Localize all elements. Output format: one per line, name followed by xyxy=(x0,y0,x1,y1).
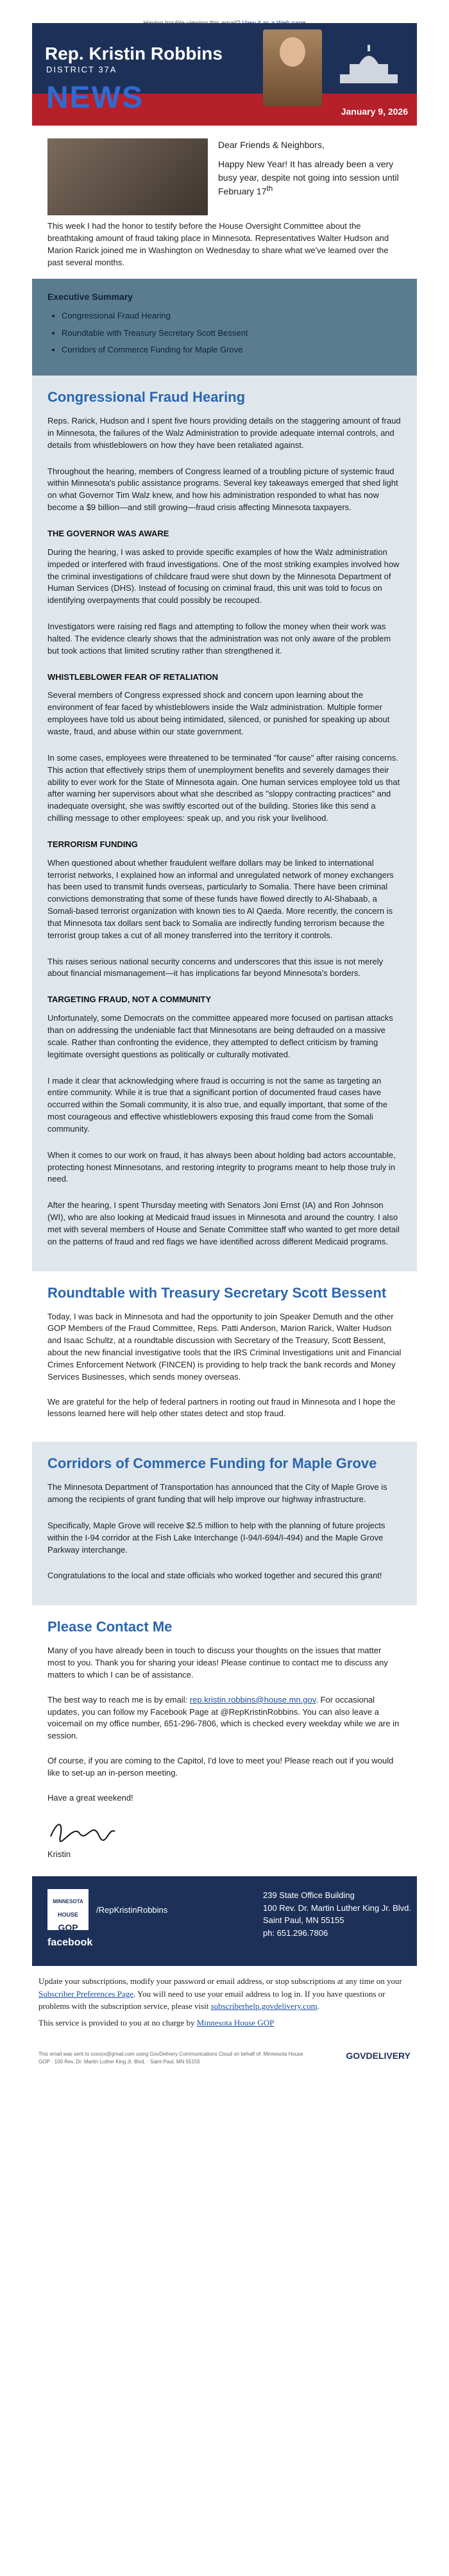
subscriber-help-link[interactable]: subscriberhelp.govdelivery.com xyxy=(210,2001,318,2011)
intro-line: Happy New Year! It has already been a very busy year, despite not going into session until February 17th xyxy=(218,159,399,197)
subheading: TERRORISM FUNDING xyxy=(47,839,138,849)
preheader xyxy=(0,0,449,23)
paragraph: Specifically, Maple Grove will receive $2.5 million to help with the planning of future projects within the I-94 corridor at the Fish Lake Interchange (I-94/I-694/I-494) and the Maple Grove Parkway interchange. xyxy=(47,1520,385,1555)
summary-item[interactable]: • Corridors of Commerce Funding for Maple Grove xyxy=(62,344,402,356)
paragraph: Today, I was back in Minnesota and had the opportunity to join Speaker Demuth and the other GOP Members of the Fraud Committee, Reps. Patti Anderson, Marion Rarick, Walter Hudson and Isaac Schultz, at a roundtable discussion with Secretary of the Treasury, Scott Bessent, about the new financial investigative tools that the IRS Criminal Investigations unit and Financial Crimes Enforcement Network (FINCEN) is providing to help track the bank records and Money Services Businesses, which sends money overseas. xyxy=(47,1311,402,1382)
contact-section xyxy=(32,1605,417,1870)
footer-banner xyxy=(32,1876,417,1966)
legal-footer xyxy=(32,2044,417,2072)
section-title: Congressional Fraud Hearing xyxy=(47,389,246,406)
subscription-footer xyxy=(32,1966,417,2038)
house-gop-logo[interactable]: MINNESOTA HOUSE GOP xyxy=(47,1889,89,1930)
subscription-text: Update your subscriptions, modify your password or email address, or stop subscriptions at any time on your Subscriber Preferences Page. You will need to use your email address to log in. If you have questions or problems with the subscription service, please visit subscriberhelp.govdelivery.com. xyxy=(38,1976,402,2011)
paragraph: We are grateful for the help of federal partners in rooting out fraud in Minnesota and I hope the lessons learned here will help other states detect and stop fraud. xyxy=(47,1396,396,1419)
paragraph: Throughout the hearing, members of Congress learned of a troubling picture of systemic fraud within Minnesota's public assistance programs. Several key takeaways emerged that shed light on what Governor Tim Walz knew, and how his administration responded to what has now become a $9 billion—and still growing—fraud crisis affecting Minnesota taxpayers. xyxy=(47,466,398,513)
signature-name: Kristin xyxy=(47,1849,71,1860)
email-link[interactable]: rep.kristin.robbins@house.mn.gov xyxy=(189,1694,316,1705)
govdelivery-logo[interactable]: GOVDELIVERY xyxy=(346,2051,411,2061)
banner-district: DISTRICT 37A xyxy=(46,65,117,74)
house-gop-link[interactable]: Minnesota House GOP xyxy=(196,2017,275,2027)
paragraph: Investigators were raising red flags and attempting to follow the money when their work was halted. The evidence clearly shows that the administration was not only aware of the problem but took actions that limited scrutiny rather than strengthened it. xyxy=(47,622,391,656)
paragraph: I made it clear that acknowledging where fraud is occurring is not the same as targeting an entire community. While it is true that a significant portion of documented fraud cases have occurred within the Somali community, it is also true, and equally important, that some of the most courageous and effective whistleblowers exposing this fraud come from the Somali community. xyxy=(47,1075,388,1134)
subscriber-preferences-link[interactable]: Subscriber Preferences Page xyxy=(38,1988,133,1999)
closing: Have a great weekend! xyxy=(47,1792,133,1803)
paragraph: Reps. Rarick, Hudson and I spent five hours providing details on the staggering amount of fraud in Minnesota, the failures of the Walz Administration to provide adequate internal controls, and details from whistleblowers on how they have been retaliated against. xyxy=(47,416,401,450)
paragraph: Several members of Congress expressed shock and concern upon learning about the environment of fear faced by whistleblowers inside the Walz administration. Multiple former employees have told us about being intimidated, silenced, or punished for speaking up about waste, fraud, and abuse within our state government. xyxy=(47,690,390,736)
paragraph: This raises serious national security concerns and underscores that this issue is not merely about financial mismanagement—it has implications far beyond Minnesota's borders. xyxy=(47,956,384,978)
paragraph: Many of you have already been in touch to discuss your thoughts on the issues that matter most to you. Thank you for sharing your ideas! Please continue to contact me to discuss any matters to which I can be of assistance. xyxy=(47,1646,388,1680)
hearing-section xyxy=(32,376,417,1271)
facebook-icon[interactable]: facebook xyxy=(47,1937,93,1949)
paragraph: Unfortunately, some Democrats on the committee appeared more focused on partisan attacks than on addressing the undeniable fact that Minnesotans are being defrauded on a massive scale. Rather than confronting the evidence, they attempted to deflect criticism by framing legitimate oversight questions as politically or culturally motivated. xyxy=(47,1013,393,1059)
service-text: This service is provided to you at no charge by Minnesota House GOP xyxy=(38,2017,275,2027)
subheading: THE GOVERNOR WAS AWARE xyxy=(47,529,169,538)
facebook-handle-link[interactable]: /RepKristinRobbins xyxy=(96,1905,168,1915)
capitol-icon xyxy=(334,42,404,87)
subheading: WHISTLEBLOWER FEAR OF RETALIATION xyxy=(47,672,218,682)
paragraph: When it comes to our work on fraud, it has always been about holding bad actors accountable, protecting honest Minnesotans, and restoring integrity to programs meant to help those truly in need. xyxy=(47,1150,396,1184)
paragraph: After the hearing, I spent Thursday meeting with Senators Joni Ernst (IA) and Ron Johnson (WI), who are also looking at Medicaid fraud issues in Minnesota and around the country. I also met with several members of House and Senate Committee staff who wanted to get more detail on the patterns of fraud and red flags we have identified across different Medicaid programs. xyxy=(47,1200,400,1246)
paragraph: Congratulations to the local and state officials who worked together and secured this grant! xyxy=(47,1571,382,1581)
paragraph: When questioned about whether fraudulent welfare dollars may be linked to international terrorist networks, I explained how an informal and unregulated network of money exchangers has been used to transmit funds overseas, particularly to Somalia. There have been criminal convictions demonstrating that some of these funds have flowed directly to Al-Shabaab, a Somali-based terrorist organization with known ties to Al Qaeda. More recently, the concern is that Minnesota tax dollars sent back to Somalia are indirectly funding terrorism because the terrorist group takes a cut of all money transferred into the territory it controls. xyxy=(47,857,394,940)
paragraph: The Minnesota Department of Transportation has announced that the City of Maple Grove is among the recipients of grant funding that will help improve our highway infrastructure. xyxy=(47,1482,387,1505)
issue-date: January 9, 2026 xyxy=(341,106,408,117)
hearing-photo xyxy=(47,138,208,215)
email-body xyxy=(32,23,417,2072)
subheading: TARGETING FRAUD, NOT A COMMUNITY xyxy=(47,995,212,1005)
section-title: Please Contact Me xyxy=(47,1619,173,1635)
representative-photo xyxy=(263,29,322,106)
intro-paragraph: This week I had the honor to testify before the House Oversight Committee about the breathtaking amount of fraud taking place in Minnesota. Representatives Walter Hudson and Marion Rarick joined me in Washington on Wednesday to share what we've learned over the past several months. xyxy=(47,221,389,267)
corridors-section xyxy=(32,1442,417,1605)
intro-section xyxy=(32,126,417,215)
paragraph: The best way to reach me is by email: rep.kristin.robbins@house.mn.gov. For occasional updates, you can follow my Facebook Page at @RepKristinRobbins. You can also leave a voicemail on my office number, 651-296-7806, which is checked every weekday while we are in session. xyxy=(47,1694,400,1741)
summary-item[interactable]: • Congressional Fraud Hearing xyxy=(62,310,402,322)
section-title: Corridors of Commerce Funding for Maple Grove xyxy=(47,1455,377,1472)
paragraph: Of course, if you are coming to the Capitol, I'd love to meet you! Please reach out if you would like to set-up an in-person meeting. xyxy=(47,1756,394,1778)
paragraph: In some cases, employees were threatened to be terminated "for cause" after raising concerns. This action that effectively strips them of unemployment benefits and severely damages their ability to ever work for the State of Minnesota again. One human services employee told us that after warning her supervisors about what she described as "sloppy contracting practices" and inadequate oversight, she was swiftly escorted out of the building. Stories like this send a chilling message to other employees: speak up, and you risk your livelihood. xyxy=(47,752,400,823)
office-address: 239 State Office Building 100 Rev. Dr. Martin Luther King Jr. Blvd. Saint Paul, MN 55155 ph: 651.296.7806 xyxy=(263,1890,411,1938)
legal-text: This email was sent to xxxxxx@gmail.com using GovDelivery Communications Cloud on behalf of: Minnesota House GOP · 100 Rev. Dr. Martin Luther King Jr. Blvd. · Saint Paul, MN 55155 xyxy=(38,2051,303,2065)
paragraph: During the hearing, I was asked to provide specific examples of how the Walz administration impeded or interfered with fraud investigations. One of the most striking examples involved how the criminal investigations of childcare fraud were shut down by the Minnesota Department of Human Services (DHS). Instead of focusing on criminal fraud, this unit was told to focus on identifying overpayments that could possibly be recouped. xyxy=(47,547,400,606)
greeting: Dear Friends & Neighbors, xyxy=(218,140,325,150)
executive-summary xyxy=(32,279,417,376)
signature-icon xyxy=(47,1817,118,1843)
header-banner xyxy=(32,23,417,126)
executive-summary-title: Executive Summary xyxy=(47,292,133,302)
summary-item[interactable]: • Roundtable with Treasury Secretary Scott Bessent xyxy=(62,327,402,340)
banner-news: NEWS xyxy=(46,81,144,115)
banner-title: Rep. Kristin Robbins xyxy=(45,44,223,63)
roundtable-section xyxy=(32,1271,417,1442)
section-title: Roundtable with Treasury Secretary Scott Bessent xyxy=(47,1284,387,1301)
